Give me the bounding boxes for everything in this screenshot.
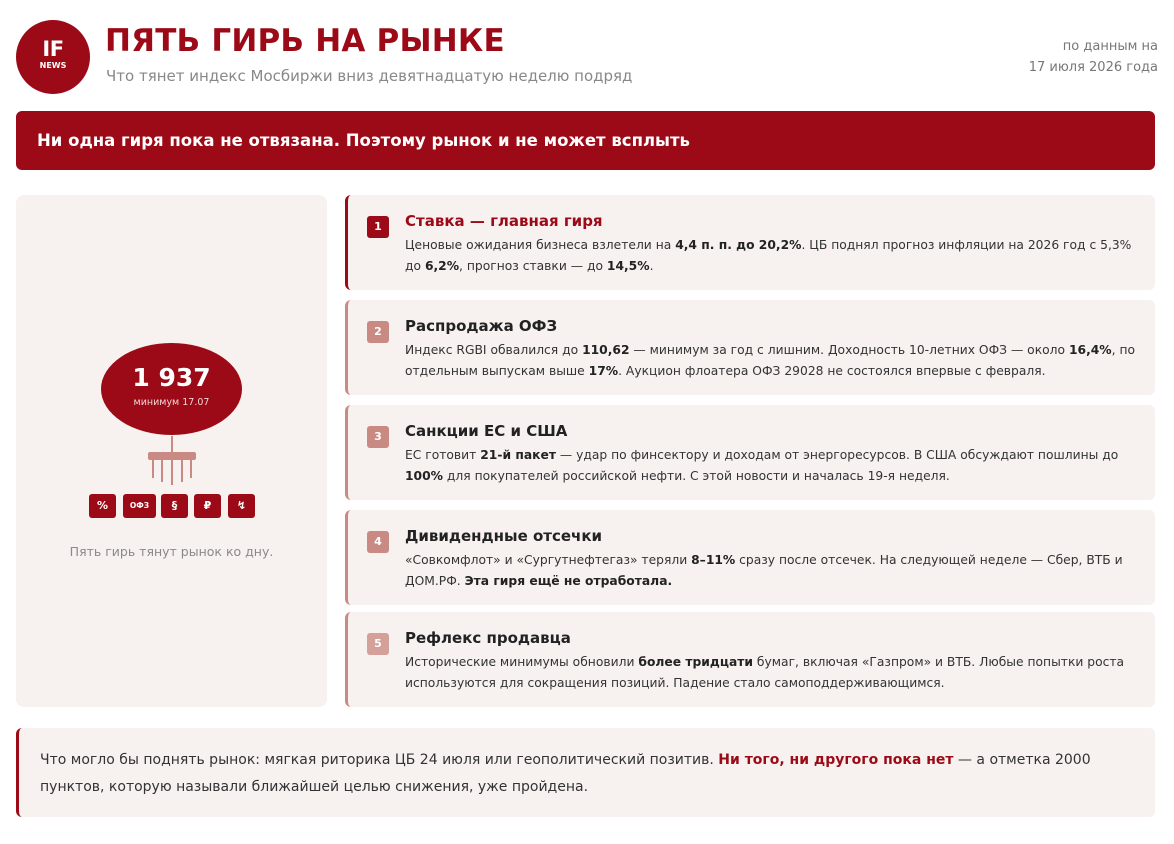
headline-banner: Ни одна гиря пока не отвязана. Поэтому рынок и не может всплыть xyxy=(16,111,1155,170)
card-title: Дивидендные отсечки xyxy=(405,527,603,545)
card-number-badge: 3 xyxy=(367,426,389,448)
data-date xyxy=(1029,36,1158,78)
weights-row xyxy=(89,494,255,519)
ruble-icon: ₽ xyxy=(194,494,221,518)
card-number-badge: 1 xyxy=(367,216,389,238)
conclusion-text-1: Что могло бы поднять рынок: мягкая риторика ЦБ 24 июля или геополитический позитив. xyxy=(40,752,719,768)
conclusion-note xyxy=(16,728,1155,817)
page-subtitle: Что тянет индекс Мосбиржи вниз девятнадцатую неделю подряд xyxy=(106,67,633,85)
card-title: Распродажа ОФЗ xyxy=(405,317,558,335)
conclusion-highlight: Ни того, ни другого пока нет xyxy=(718,752,954,768)
card-body: Индекс RGBI обвалился до 110,62 — минимум за год с лишним. Доходность 10-летних ОФЗ — около 16,4%, по отдельным выпускам выше 17%. Аукцион флоатера ОФЗ 29028 не состоялся впервые с февраля. xyxy=(405,343,1136,378)
rope-string xyxy=(161,460,163,482)
logo-text-top: IF xyxy=(42,37,64,61)
card-rate xyxy=(345,195,1155,290)
index-value: 1 937 xyxy=(132,363,211,392)
card-body: Исторические минимумы обновили более тридцати бумаг, включая «Газпром» и ВТБ. Любые попытки роста используются для сокращения позиций. Падение стало самоподдерживающимся. xyxy=(405,655,1125,690)
card-body: Ценовые ожидания бизнеса взлетели на 4,4 п. п. до 20,2%. ЦБ поднял прогноз инфляции на 2026 год с 5,3% до 6,2%, прогноз ставки — до 14,5%. xyxy=(405,238,1132,273)
card-sanctions xyxy=(345,405,1155,500)
card-title: Ставка — главная гиря xyxy=(405,212,603,230)
card-number-badge: 5 xyxy=(367,633,389,655)
rope-string xyxy=(171,460,173,485)
card-body: ЕС готовит 21-й пакет — удар по финсектору и доходам от энергоресурсов. В США обсуждают пошлины до 100% для покупателей российской нефти. С этой новости и началась 19-я неделя. xyxy=(405,448,1119,483)
index-caption: минимум 17.07 xyxy=(133,397,210,408)
card-title: Рефлекс продавца xyxy=(405,629,571,647)
section-sign-icon: § xyxy=(161,494,188,518)
index-illustration-panel xyxy=(16,195,327,707)
card-body: «Совкомфлот» и «Сургутнефтегаз» теряли 8–11% сразу после отсечек. На следующей неделе — Сбер, ВТБ и ДОМ.РФ. Эта гиря ещё не отработала. xyxy=(405,553,1123,588)
if-news-logo[interactable] xyxy=(16,20,90,94)
card-ofz-selloff xyxy=(345,300,1155,395)
panel-caption: Пять гирь тянут рынок ко дну. xyxy=(69,544,274,559)
ofz-icon: ОФЗ xyxy=(123,494,156,518)
rope-bar xyxy=(148,452,196,460)
logo-text-bottom: NEWS xyxy=(39,61,67,70)
date-line-2: 17 июля 2026 года xyxy=(1028,60,1158,75)
percent-icon: % xyxy=(89,494,116,518)
card-number-badge: 4 xyxy=(367,531,389,553)
index-bubble xyxy=(101,343,242,435)
rope-string xyxy=(181,460,183,482)
card-title: Санкции ЕС и США xyxy=(405,422,568,440)
page-title: ПЯТЬ ГИРЬ НА РЫНКЕ xyxy=(105,23,505,59)
date-line-1: по данным на xyxy=(1062,39,1158,54)
rope-string xyxy=(190,460,192,478)
card-number-badge: 2 xyxy=(367,321,389,343)
rope-stem xyxy=(171,436,173,452)
card-seller-reflex xyxy=(345,612,1155,707)
reflex-icon: ↯ xyxy=(228,494,255,518)
conclusion-text-2: — а отметка 2000 пунктов, которую называли ближайшей целью снижения, уже пройдена. xyxy=(40,752,1091,795)
rope-string xyxy=(152,460,154,478)
card-dividend-cutoffs xyxy=(345,510,1155,605)
header xyxy=(16,16,1158,92)
